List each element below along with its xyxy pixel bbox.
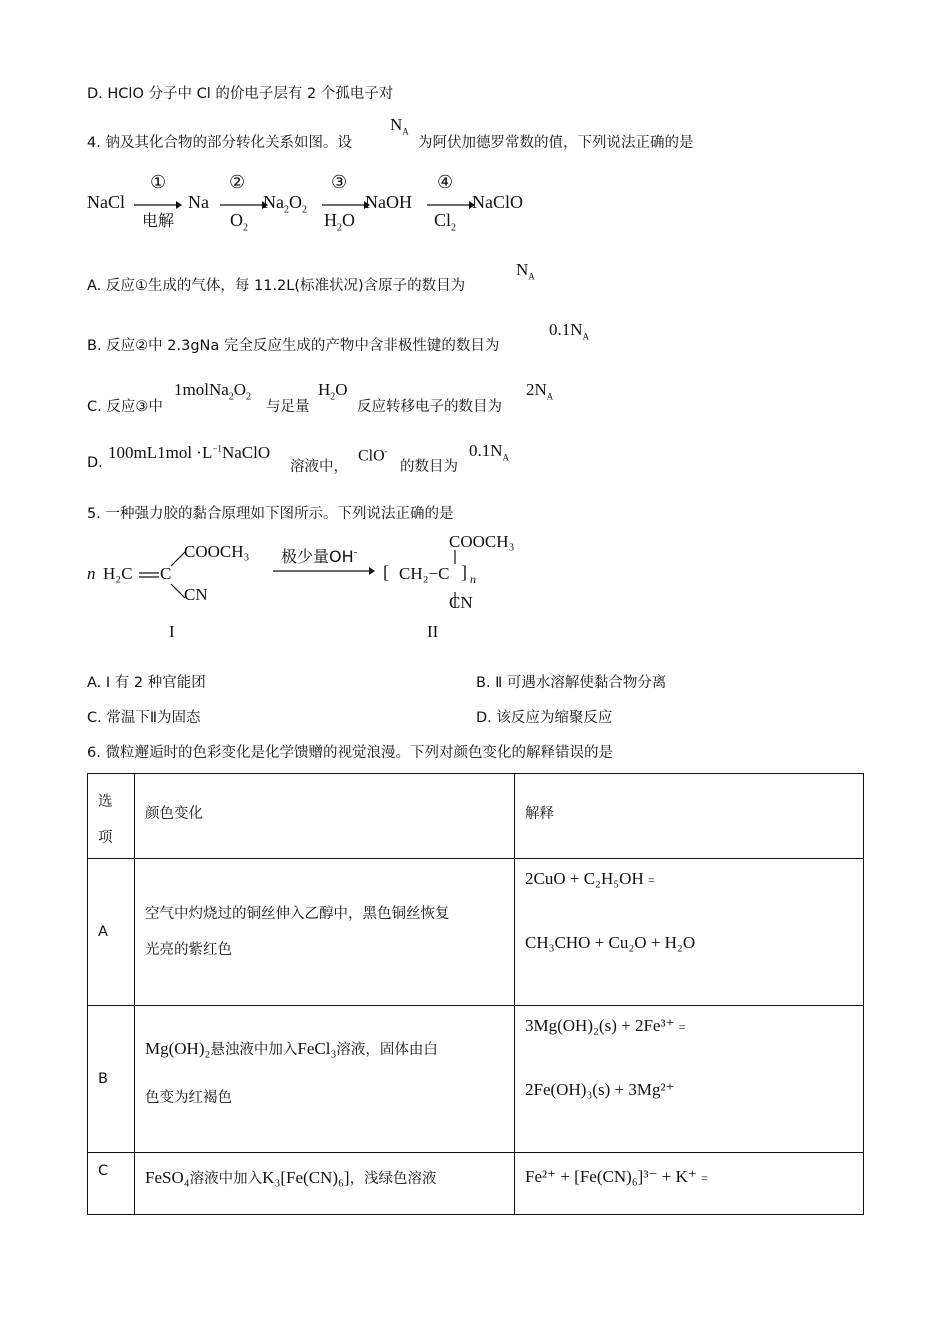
row-a-eq-line2: CH₃CHO + Cu₂O + H₂O	[525, 933, 696, 952]
q5-stem: 5. 一种强力胶的黏合原理如下图所示。下列说法正确的是	[87, 506, 454, 522]
scheme-naoh: NaOH	[365, 192, 412, 212]
reaction-reagent: 极少量OH-	[281, 547, 358, 566]
row-b-color-line2: 色变为红褐色	[145, 1090, 232, 1106]
polymer-nitrile: CN	[449, 593, 473, 612]
q3-option-d: D. HClO 分子中 Cl 的价电子层有 2 个孤电子对	[87, 86, 394, 102]
q6-stem: 6. 微粒邂逅时的色彩变化是化学馈赠的视觉浪漫。下列对颜色变化的解释错误的是	[87, 745, 613, 761]
row-c-eq-line1: Fe²⁺ + [Fe(CN)₆]³⁻ + K⁺ =	[525, 1167, 708, 1186]
row-a-label: A	[98, 924, 108, 940]
row-c-color-line1: FeSO₄溶液中加入K₃[Fe(CN)₆]，浅绿色溶液	[145, 1168, 437, 1187]
row-a-color-line2: 光亮的紫红色	[145, 942, 232, 958]
header-explain: 解释	[525, 806, 554, 822]
q4-option-d-ion: ClO-	[358, 446, 388, 465]
q4-option-c-value: $2N_A$	[526, 380, 554, 402]
double-bond	[138, 570, 160, 580]
q4-stem-end: 为阿伏加德罗常数的值，下列说法正确的是	[418, 135, 694, 151]
q4-option-b-value: $0.1N_A$	[549, 320, 590, 342]
q4-na-symbol: $N_A$	[390, 115, 409, 137]
monomer-h2c: H₂C	[103, 564, 133, 583]
header-color: 颜色变化	[145, 806, 203, 822]
q4-option-d-solution: $100mL1mol \cdot L^{-1}NaClO$	[108, 443, 271, 462]
q5-option-a: A. Ⅰ 有 2 种官能团	[87, 675, 206, 691]
header-option-1: 选	[98, 794, 113, 810]
table-row	[88, 859, 864, 1006]
scheme-arrow-4	[425, 200, 475, 210]
scheme-step-3: ③	[331, 172, 348, 192]
q5-option-b: B. Ⅱ 可遇水溶解使黏合物分离	[476, 675, 667, 691]
polymer-bracket-left: [	[383, 562, 389, 582]
monomer-c: C	[160, 564, 172, 583]
scheme-arrow-2	[218, 200, 268, 210]
q4-option-c-start: C. 反应③中	[87, 399, 163, 415]
label-polymer: II	[427, 622, 439, 641]
scheme-na2o2: $Na_2O_2$	[263, 192, 307, 216]
polymer-bracket-right: ]	[461, 562, 467, 582]
scheme-cond-2: $O_2$	[230, 210, 248, 234]
q4-option-d-end: 的数目为	[400, 459, 458, 475]
label-monomer: I	[169, 622, 175, 641]
polymer-ester: COOCH₃	[449, 532, 515, 551]
scheme-nacl: NaCl	[87, 192, 125, 212]
header-option-cell	[88, 774, 135, 859]
header-option-2: 项	[98, 830, 113, 846]
q4-option-c-na2o2: $1molNa_2O_2$	[174, 380, 252, 403]
scheme-cond-4: $Cl_2$	[434, 210, 457, 234]
scheme-step-2: ②	[229, 172, 246, 192]
q5-option-d: D. 该反应为缩聚反应	[476, 710, 613, 726]
q4-option-c-end: 反应转移电子的数目为	[357, 399, 502, 415]
table-row	[88, 1153, 864, 1215]
scheme-cond-3: $H_2O$	[324, 210, 355, 234]
q4-option-b: B. 反应②中 2.3gNa 完全反应生成的产物中含非极性键的数目为	[87, 338, 500, 354]
monomer-count: n	[87, 564, 96, 583]
polymer-count: n	[470, 572, 476, 586]
row-b-eq-line1: 3Mg(OH)₂(s) + 2Fe³⁺ =	[525, 1016, 686, 1035]
polymer-backbone: CH₂−C	[399, 564, 450, 583]
q4-option-d-value: $0.1N_A$	[469, 441, 510, 463]
header-color-cell	[135, 774, 515, 859]
q4-option-a: A. 反应①生成的气体，每 11.2L(标准状况)含原子的数目为	[87, 278, 466, 294]
scheme-na: Na	[188, 192, 209, 212]
monomer-nitrile: CN	[184, 585, 208, 604]
row-b-color-line1: Mg(OH)₂悬浊液中加入FeCl₃溶液，固体由白	[145, 1039, 438, 1058]
q4-option-c-water: $H_2O$	[318, 380, 348, 403]
q5-reaction-scheme	[87, 532, 547, 647]
row-c-label: C	[98, 1163, 109, 1179]
scheme-naclo: NaClO	[472, 192, 523, 212]
row-a-eq-line1: 2CuO + C₂H₅OH =	[525, 869, 655, 888]
q4-option-d-mid: 溶液中，	[290, 459, 348, 475]
q4-stem-start: 4. 钠及其化合物的部分转化关系如图。设	[87, 135, 352, 151]
scheme-step-4: ④	[437, 172, 454, 192]
row-b-label: B	[98, 1071, 108, 1087]
q4-reaction-scheme	[87, 170, 547, 240]
q6-table	[87, 773, 864, 1215]
scheme-step-1: ①	[150, 172, 167, 192]
row-a-color-line1: 空气中灼烧过的铜丝伸入乙醇中，黑色铜丝恢复	[145, 906, 450, 922]
monomer-ester: COOCH₃	[184, 542, 250, 561]
table-row	[88, 1006, 864, 1153]
scheme-arrow-3	[320, 200, 370, 210]
scheme-cond-1: 电解	[142, 211, 175, 230]
q4-option-a-na: $N_A$	[516, 260, 535, 282]
row-b-eq-line2: 2Fe(OH)₃(s) + 3Mg²⁺	[525, 1080, 675, 1099]
reaction-arrow	[271, 566, 375, 576]
header-explain-cell	[515, 774, 864, 859]
table-header-row	[88, 774, 864, 859]
q5-option-c: C. 常温下Ⅱ为固态	[87, 710, 201, 726]
q4-option-d-label: D.	[87, 455, 103, 471]
q4-option-c-mid: 与足量	[266, 399, 310, 415]
